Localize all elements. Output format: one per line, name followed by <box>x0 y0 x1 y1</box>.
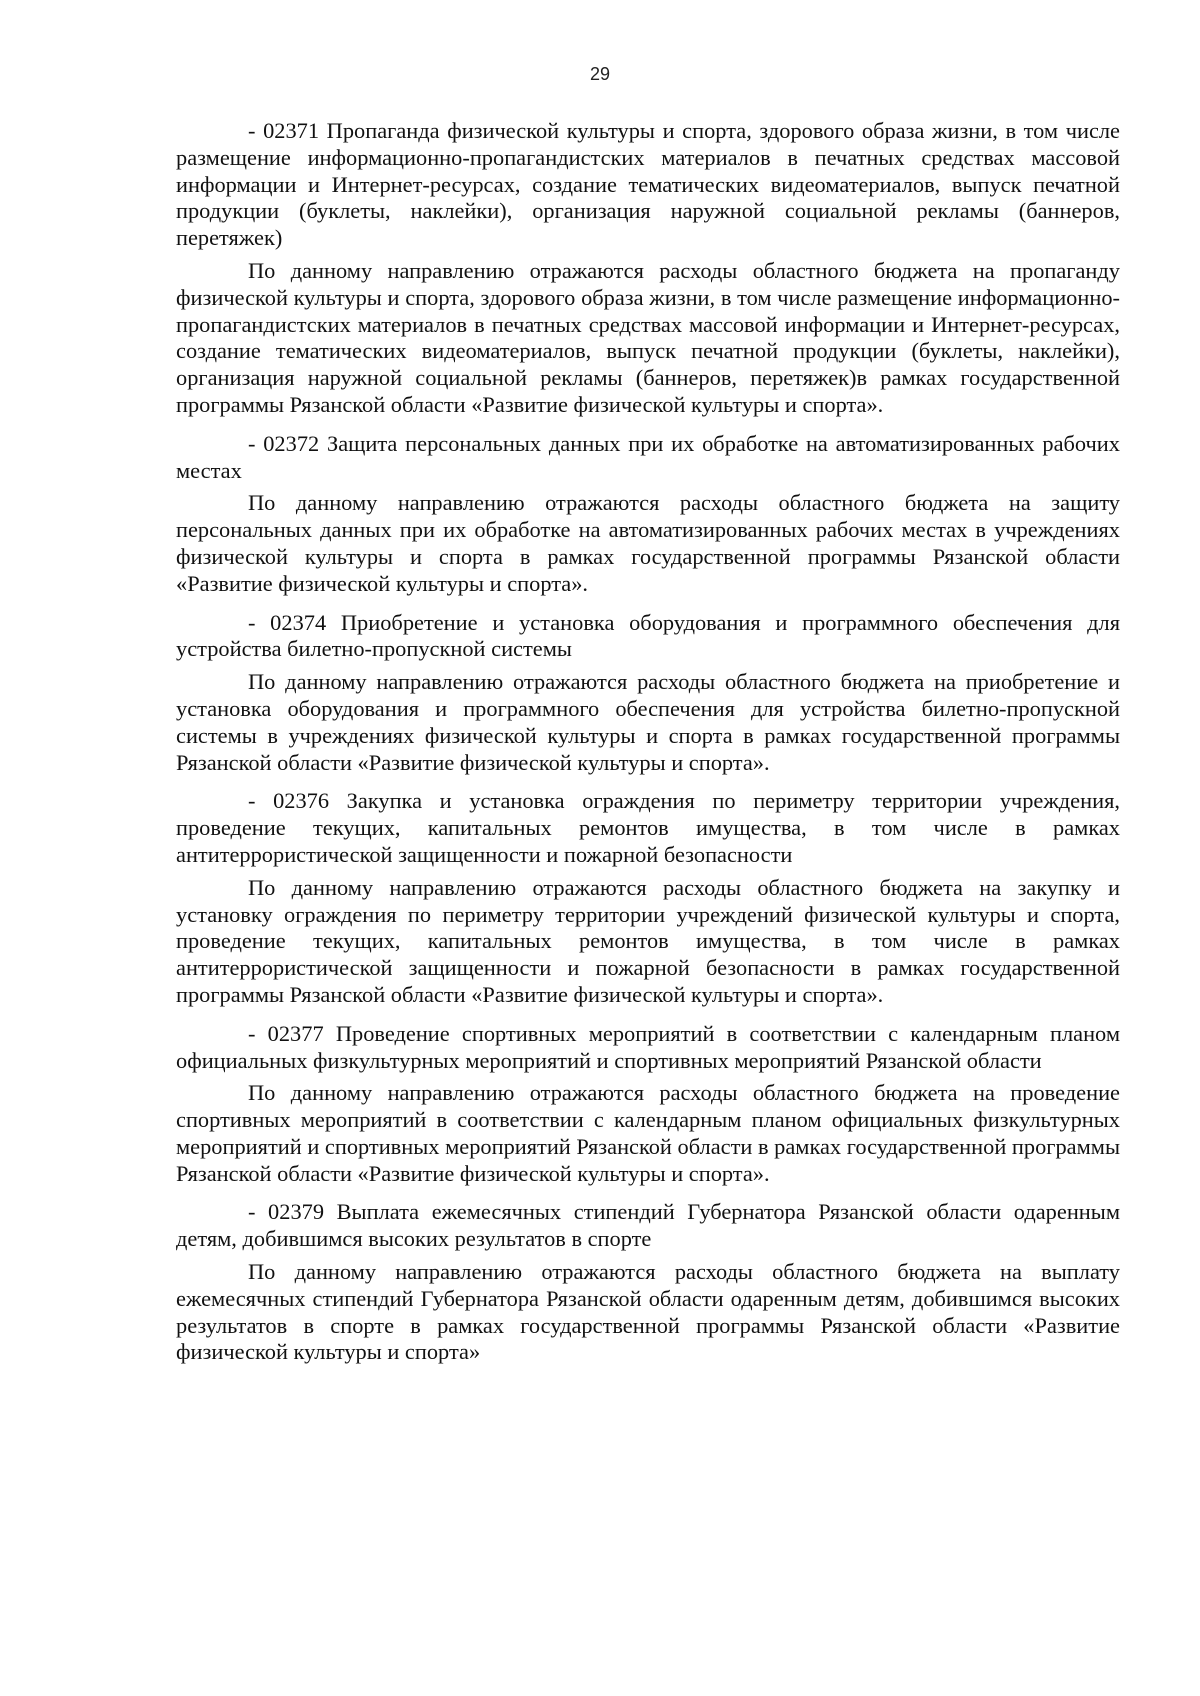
section-heading: - 02377 Проведение спортивных мероприятий в соответствии с календарным планом официальных физкультурных мероприятий и спортивных мероприятий Рязанской области <box>176 1020 1120 1073</box>
section-02376 <box>176 788 1120 1008</box>
section-heading: - 02374 Приобретение и установка оборудования и программного обеспечения для устройства билетно-пропускной системы <box>176 609 1120 662</box>
section-02374 <box>176 610 1120 777</box>
section-heading: - 02379 Выплата ежемесячных стипендий Губернатора Рязанской области одаренным детям, добившимся высоких результатов в спорте <box>176 1199 1120 1252</box>
section-body: По данному направлению отражаются расходы областного бюджета на проведение спортивных мероприятий в соответствии с календарным планом официальных физкультурных мероприятий и спортивных мероприятий Рязанской области в рамках государственной программы Рязанской области «Развитие физической культуры и спорта». <box>176 1080 1120 1186</box>
section-body: По данному направлению отражаются расходы областного бюджета на приобретение и установка оборудования и программного обеспечения для устройства билетно-пропускной системы в учреждениях физической культуры и спорта в рамках государственной программы Рязанской области «Развитие физической культуры и спорта». <box>176 669 1120 775</box>
section-02377 <box>176 1021 1120 1188</box>
section-body: По данному направлению отражаются расходы областного бюджета на выплату ежемесячных стипендий Губернатора Рязанской области одаренным детям, добившимся высоких результатов в спорте в рамках государственной программы Рязанской области «Развитие физической культуры и спорта» <box>176 1259 1120 1365</box>
section-heading: - 02376 Закупка и установка ограждения по периметру территории учреждения, проведение текущих, капитальных ремонтов имущества, в том числе в рамках антитеррористической защищенности и пожарной безопасности <box>176 788 1120 867</box>
section-body: По данному направлению отражаются расходы областного бюджета на пропаганду физической культуры и спорта, здорового образа жизни, в том числе размещение информационно-пропагандистских материалов в печатных средствах массовой информации и Интернет-ресурсах, создание тематических видеоматериалов, выпуск печатной продукции (буклеты, наклейки), организация наружной социальной рекламы (баннеров, перетяжек)в рамках государственной программы Рязанской области «Развитие физической культуры и спорта». <box>176 257 1120 417</box>
section-heading: - 02371 Пропаганда физической культуры и спорта, здорового образа жизни, в том числе размещение информационно-пропагандистских материалов в печатных средствах массовой информации и Интернет-ресурсах, создание тематических видеоматериалов, выпуск печатной продукции (буклеты, наклейки), организация наружной социальной рекламы (баннеров, перетяжек) <box>176 118 1120 251</box>
section-02372 <box>176 431 1120 598</box>
section-02379 <box>176 1199 1120 1366</box>
section-02371 <box>176 118 1120 419</box>
section-body: По данному направлению отражаются расходы областного бюджета на закупку и установку ограждения по периметру территории учреждений физической культуры и спорта, проведение текущих, капитальных ремонтов имущества, в том числе в рамках антитеррористической защищенности и пожарной безопасности в рамках государственной программы Рязанской области «Развитие физической культуры и спорта». <box>176 874 1120 1007</box>
document-body <box>176 118 1120 1378</box>
section-heading: - 02372 Защита персональных данных при их обработке на автоматизированных рабочих местах <box>176 430 1120 483</box>
page-number: 29 <box>589 64 611 84</box>
section-body: По данному направлению отражаются расходы областного бюджета на защиту персональных данных при их обработке на автоматизированных рабочих местах в учреждениях физической культуры и спорта в рамках государственной программы Рязанской области «Развитие физической культуры и спорта». <box>176 490 1120 596</box>
